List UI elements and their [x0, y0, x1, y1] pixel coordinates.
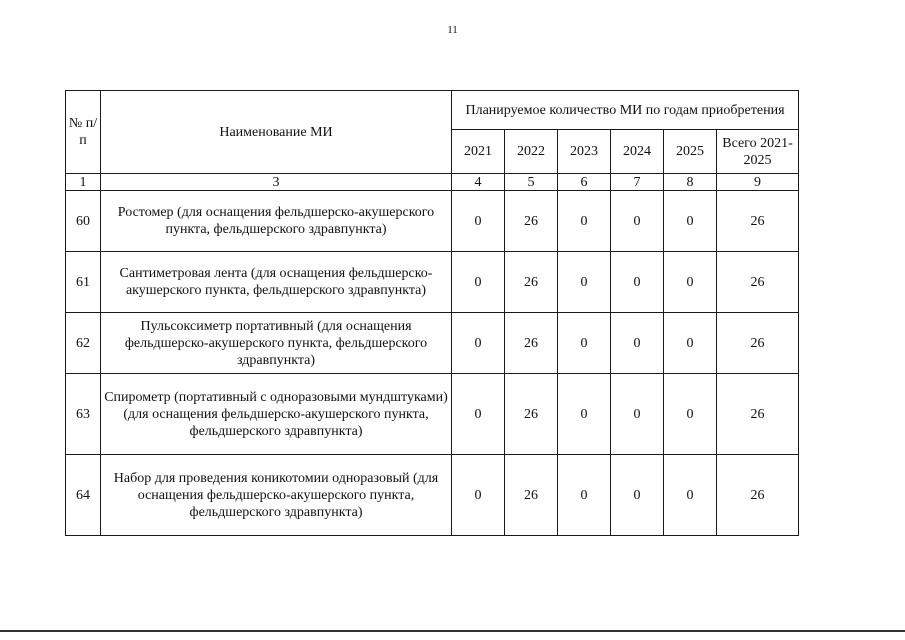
qty-cell: 0	[558, 252, 611, 313]
qty-cell: 0	[558, 313, 611, 374]
qty-cell: 0	[558, 455, 611, 536]
qty-cell: 0	[664, 374, 717, 455]
item-name: Набор для проведения коникотомии одноразовый (для оснащения фельдшерско-акушерского пункта, фельдшерского здравпункта)	[101, 455, 452, 536]
qty-cell: 0	[558, 191, 611, 252]
total-cell: 26	[717, 455, 799, 536]
header-year: 2022	[505, 130, 558, 174]
qty-cell: 0	[664, 191, 717, 252]
qty-cell: 26	[505, 313, 558, 374]
qty-cell: 0	[611, 191, 664, 252]
row-number: 62	[66, 313, 101, 374]
item-name: Пульсоксиметр портативный (для оснащения фельдшерско-акушерского пункта, фельдшерского здравпункта)	[101, 313, 452, 374]
equipment-table	[65, 90, 799, 536]
column-index: 1	[66, 174, 101, 191]
table-row	[66, 313, 799, 374]
column-index: 7	[611, 174, 664, 191]
table-row	[66, 252, 799, 313]
qty-cell: 0	[452, 455, 505, 536]
item-name: Ростомер (для оснащения фельдшерско-акушерского пункта, фельдшерского здравпункта)	[101, 191, 452, 252]
qty-cell: 0	[558, 374, 611, 455]
header-year: 2025	[664, 130, 717, 174]
equipment-table-container	[65, 90, 799, 536]
item-name: Сантиметровая лента (для оснащения фельдшерско-акушерского пункта, фельдшерского здравпункта)	[101, 252, 452, 313]
row-number: 63	[66, 374, 101, 455]
header-year: 2021	[452, 130, 505, 174]
total-cell: 26	[717, 374, 799, 455]
qty-cell: 0	[664, 455, 717, 536]
total-cell: 26	[717, 252, 799, 313]
column-index: 8	[664, 174, 717, 191]
qty-cell: 0	[664, 313, 717, 374]
total-cell: 26	[717, 191, 799, 252]
qty-cell: 0	[611, 455, 664, 536]
qty-cell: 0	[452, 191, 505, 252]
qty-cell: 26	[505, 455, 558, 536]
header-group: Планируемое количество МИ по годам приобретения	[452, 91, 799, 130]
row-number: 60	[66, 191, 101, 252]
total-cell: 26	[717, 313, 799, 374]
page-number: 11	[447, 24, 458, 36]
header-year: 2024	[611, 130, 664, 174]
column-index: 3	[101, 174, 452, 191]
header-total: Всего 2021-2025	[717, 130, 799, 174]
qty-cell: 0	[611, 252, 664, 313]
table-row	[66, 374, 799, 455]
header-year: 2023	[558, 130, 611, 174]
column-index: 4	[452, 174, 505, 191]
row-number: 64	[66, 455, 101, 536]
header-name: Наименование МИ	[101, 91, 452, 174]
table-row	[66, 455, 799, 536]
table-row	[66, 191, 799, 252]
qty-cell: 0	[611, 313, 664, 374]
qty-cell: 0	[452, 374, 505, 455]
qty-cell: 0	[452, 313, 505, 374]
column-index: 9	[717, 174, 799, 191]
qty-cell: 26	[505, 252, 558, 313]
qty-cell: 0	[452, 252, 505, 313]
column-index-row	[66, 174, 799, 191]
qty-cell: 0	[664, 252, 717, 313]
qty-cell: 26	[505, 191, 558, 252]
qty-cell: 0	[611, 374, 664, 455]
column-index: 5	[505, 174, 558, 191]
column-index: 6	[558, 174, 611, 191]
header-num: № п/п	[66, 91, 101, 174]
qty-cell: 26	[505, 374, 558, 455]
item-name: Спирометр (портативный с одноразовыми мундштуками) (для оснащения фельдшерско-акушерского пункта, фельдшерского здравпункта)	[101, 374, 452, 455]
header-row-top	[66, 91, 799, 130]
row-number: 61	[66, 252, 101, 313]
page-bottom-edge	[0, 630, 905, 632]
